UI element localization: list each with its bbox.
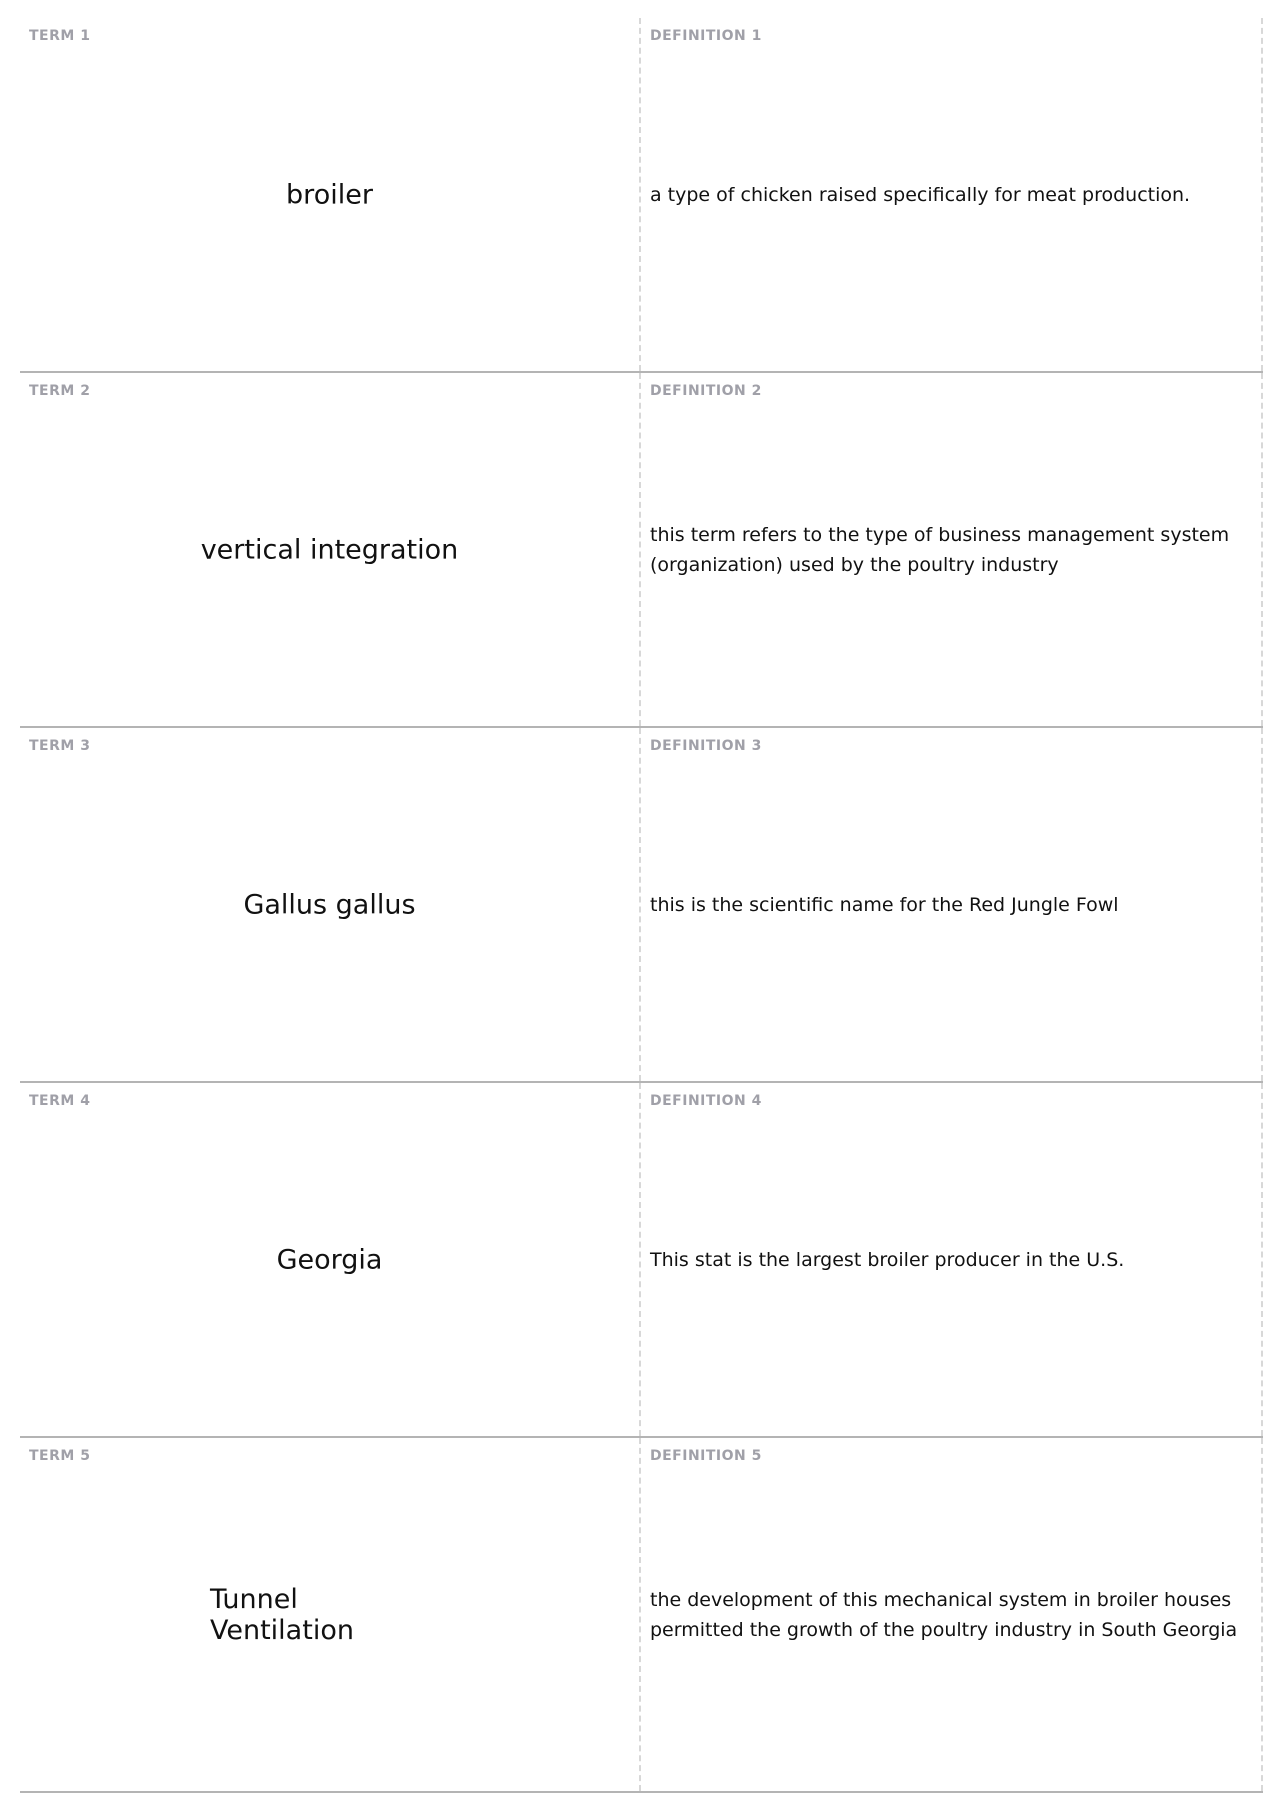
term-cell bbox=[20, 1438, 641, 1791]
term-label: TERM 5 bbox=[29, 1448, 91, 1464]
term-text: Tunnel Ventilation bbox=[210, 1583, 354, 1646]
definition-text: this is the scientific name for the Red Jungle Fowl bbox=[650, 893, 1119, 916]
flashcard-row bbox=[20, 373, 1263, 728]
flashcard-row bbox=[20, 18, 1263, 373]
definition-label: DEFINITION 5 bbox=[650, 1448, 762, 1464]
term-text: vertical integration bbox=[200, 534, 459, 565]
definition-label: DEFINITION 3 bbox=[650, 738, 762, 754]
definition-text: This stat is the largest broiler producer in the U.S. bbox=[650, 1248, 1125, 1271]
definition-cell bbox=[641, 18, 1263, 371]
definition-cell bbox=[641, 1083, 1263, 1436]
definition-cell bbox=[641, 1438, 1263, 1791]
term-label: TERM 2 bbox=[29, 383, 91, 399]
definition-text: the development of this mechanical system in broiler houses permitted the growth of the poultry industry in South Georgia bbox=[650, 1588, 1238, 1641]
term-text: Georgia bbox=[276, 1244, 383, 1275]
flashcard-row bbox=[20, 1083, 1263, 1438]
definition-cell bbox=[641, 728, 1263, 1081]
flashcard-row bbox=[20, 1438, 1263, 1793]
flashcard-sheet bbox=[20, 18, 1263, 1793]
definition-text: a type of chicken raised specifically for meat production. bbox=[650, 183, 1191, 206]
definition-text: this term refers to the type of business management system (organization) used by the poultry industry bbox=[650, 523, 1230, 576]
term-cell bbox=[20, 18, 641, 371]
term-cell bbox=[20, 1083, 641, 1436]
term-text: Gallus gallus bbox=[243, 889, 416, 920]
term-cell bbox=[20, 373, 641, 726]
definition-label: DEFINITION 2 bbox=[650, 383, 762, 399]
term-label: TERM 3 bbox=[29, 738, 91, 754]
term-cell bbox=[20, 728, 641, 1081]
definition-label: DEFINITION 1 bbox=[650, 28, 762, 44]
term-text: broiler bbox=[286, 179, 373, 210]
definition-cell bbox=[641, 373, 1263, 726]
term-label: TERM 1 bbox=[29, 28, 91, 44]
definition-label: DEFINITION 4 bbox=[650, 1093, 762, 1109]
term-label: TERM 4 bbox=[29, 1093, 91, 1109]
flashcard-row bbox=[20, 728, 1263, 1083]
